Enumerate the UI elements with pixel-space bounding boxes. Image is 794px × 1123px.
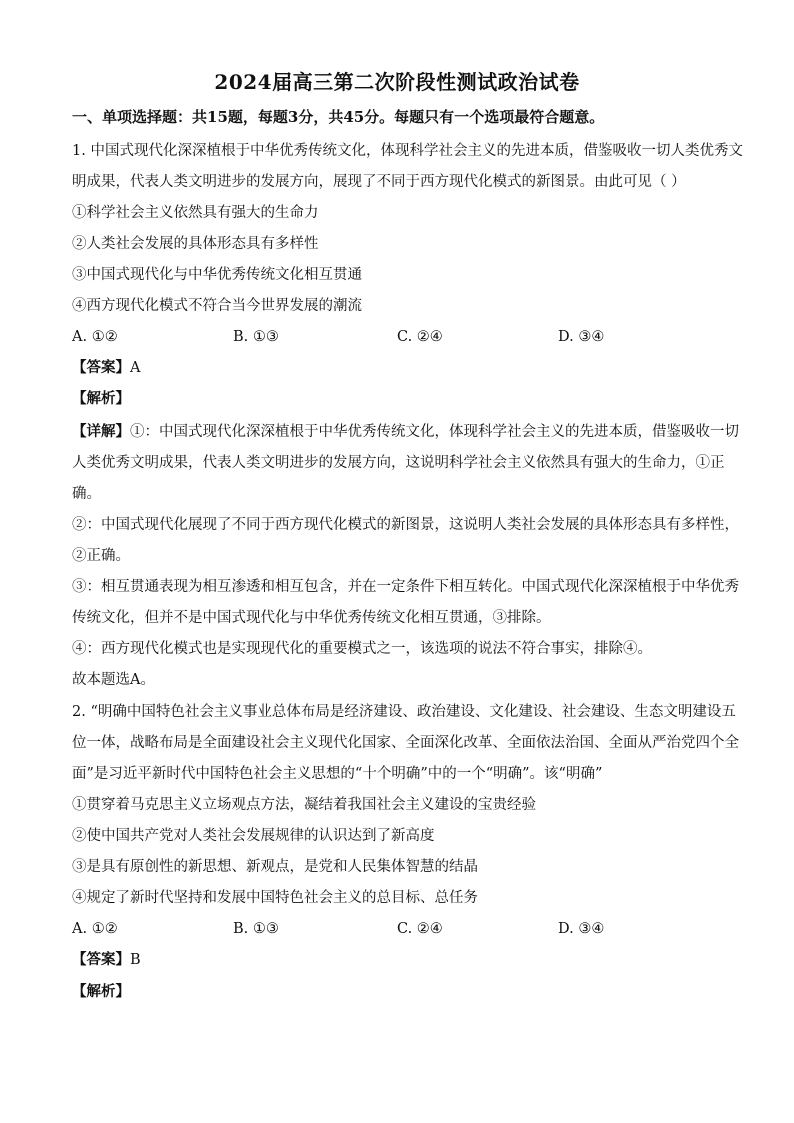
q2-answer-value: B bbox=[130, 952, 141, 968]
q1-detail-text-1: ①：中国式现代化深深植根于中华优秀传统文化，体现科学社会主义的先进本质，借鉴吸收一切 bbox=[130, 424, 739, 440]
q2-analysis-label: 【解析】 bbox=[72, 983, 130, 1000]
q1-detail-label: 【详解】 bbox=[72, 423, 130, 440]
q2-stem-line-1: 2. “明确中国特色社会主义事业总体布局是经济建设、政治建设、文化建设、社会建设、生态文明建设五 bbox=[72, 704, 736, 720]
q2-statement-3: ③是具有原创性的新思想、新观点，是党和人民集体智慧的结晶 bbox=[72, 859, 478, 875]
q1-statement-4: ④西方现代化模式不符合当今世界发展的潮流 bbox=[72, 298, 362, 314]
q2-statement-2: ②使中国共产党对人类社会发展规律的认识达到了新高度 bbox=[72, 828, 435, 844]
q1-detail-line-3: 确。 bbox=[72, 486, 101, 502]
q1-statement-1: ①科学社会主义依然具有强大的生命力 bbox=[72, 205, 319, 221]
q1-statement-3: ③中国式现代化与中华优秀传统文化相互贯通 bbox=[72, 267, 362, 283]
q1-option-d: D. ③④ bbox=[558, 329, 605, 345]
q2-option-b: B. ①③ bbox=[233, 921, 279, 937]
q2-stem-line-3: 面”是习近平新时代中国特色社会主义思想的“十个明确”中的一个“明确”。该“明确” bbox=[72, 766, 603, 782]
section-heading: 一、单项选择题：共15题，每题3分，共45分。每题只有一个选项最符合题意。 bbox=[72, 108, 605, 126]
q2-answer bbox=[72, 950, 141, 970]
q1-stem-line-2: 明成果，代表人类文明进步的发展方向，展现了不同于西方现代化模式的新图景。由此可见（ ） bbox=[72, 174, 686, 190]
page-title: 2024届高三第二次阶段性测试政治试卷 bbox=[214, 70, 580, 94]
q1-option-b: B. ①③ bbox=[233, 329, 279, 345]
q1-answer bbox=[72, 358, 140, 378]
q1-detail-line-5: ②正确。 bbox=[72, 548, 130, 564]
q1-option-c: C. ②④ bbox=[397, 329, 443, 345]
q1-option-a: A. ①② bbox=[72, 329, 118, 345]
q2-option-d: D. ③④ bbox=[558, 921, 605, 937]
q1-detail-line-4: ②：中国式现代化展现了不同于西方现代化模式的新图景，这说明人类社会发展的具体形态具有多样性， bbox=[72, 517, 739, 533]
q1-analysis-label: 【解析】 bbox=[72, 390, 130, 407]
q1-conclusion: 故本题选A。 bbox=[72, 672, 155, 688]
q2-stem-line-2: 位一体，战略布局是全面建设社会主义现代化国家、全面深化改革、全面依法治国、全面从严治党四个全 bbox=[72, 735, 739, 751]
q2-statement-4: ④规定了新时代坚持和发展中国特色社会主义的总目标、总任务 bbox=[72, 890, 478, 906]
q1-detail-line-1 bbox=[72, 422, 739, 442]
q1-statement-2: ②人类社会发展的具体形态具有多样性 bbox=[72, 236, 319, 252]
q1-detail-line-7: 传统文化，但并不是中国式现代化与中华优秀传统文化相互贯通，③排除。 bbox=[72, 610, 551, 626]
q1-detail-line-8: ④：西方现代化模式也是实现现代化的重要模式之一，该选项的说法不符合事实，排除④。 bbox=[72, 641, 652, 657]
q2-statement-1: ①贯穿着马克思主义立场观点方法，凝结着我国社会主义建设的宝贵经验 bbox=[72, 797, 536, 813]
q1-detail-line-6: ③：相互贯通表现为相互渗透和相互包含，并在一定条件下相互转化。中国式现代化深深植根于中华优秀 bbox=[72, 579, 739, 595]
q1-answer-label: 【答案】 bbox=[72, 359, 130, 376]
q1-answer-value: A bbox=[130, 360, 141, 376]
q2-option-c: C. ②④ bbox=[397, 921, 443, 937]
q1-detail-line-2: 人类优秀文明成果，代表人类文明进步的发展方向，这说明科学社会主义依然具有强大的生命力，①正 bbox=[72, 455, 725, 471]
q1-stem-line-1: 1. 中国式现代化深深植根于中华优秀传统文化，体现科学社会主义的先进本质，借鉴吸收一切人类优秀文 bbox=[72, 143, 743, 159]
q2-answer-label: 【答案】 bbox=[72, 951, 130, 968]
q2-option-a: A. ①② bbox=[72, 921, 118, 937]
